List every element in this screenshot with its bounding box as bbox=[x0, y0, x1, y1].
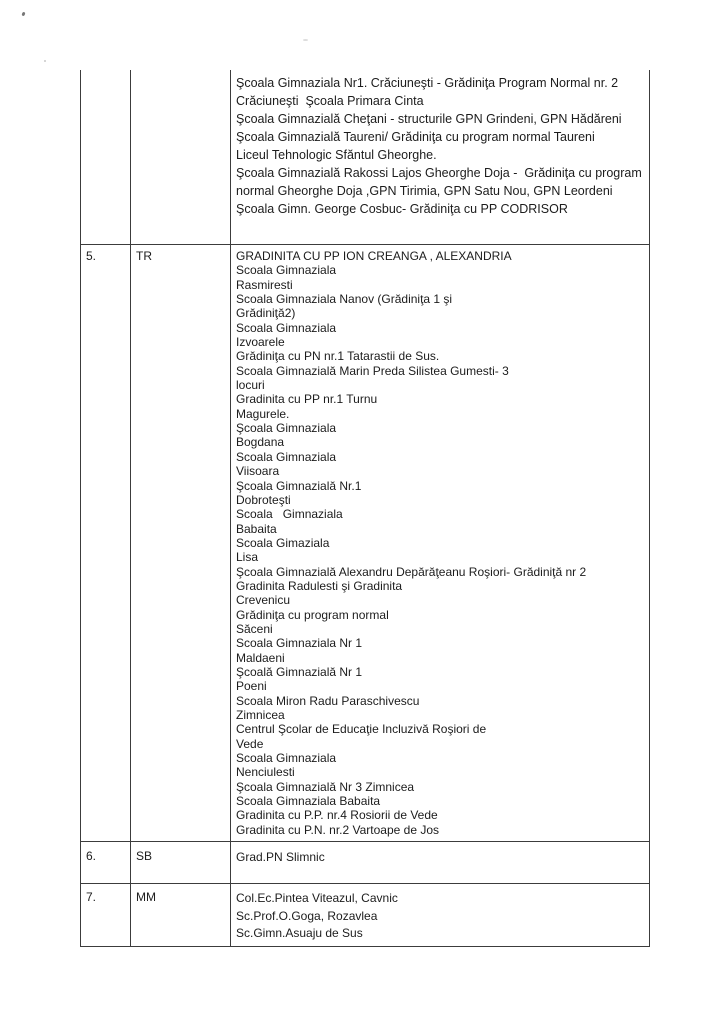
school-entry: Sc.Gimn.Asuaju de Sus bbox=[236, 926, 363, 941]
school-entry: Grad.PN Slimnic bbox=[236, 850, 325, 865]
school-entry: Maldaeni bbox=[236, 650, 285, 665]
school-entry: Babaita bbox=[236, 521, 277, 536]
school-entry: Şcoală Gimnazială Nr 1 bbox=[236, 664, 363, 679]
scan-artifact bbox=[44, 60, 46, 62]
schools-table bbox=[80, 70, 650, 947]
school-entry: Şcoala Gimnazială Nr.1 bbox=[236, 478, 362, 493]
scan-artifact bbox=[21, 12, 25, 17]
school-entry: Scoala Gimnaziala bbox=[236, 507, 343, 522]
school-entry: Şcoala Gimnaziala Nr1. Crăciuneşti - Grădiniţa Program Normal nr. 2 bbox=[236, 76, 619, 90]
school-entry: Şcoala Gimnazială Cheţani - structurile GPN Grindeni, GPN Hădăreni bbox=[236, 112, 622, 126]
school-entry: Grădiniţa cu PN nr.1 Tatarastii de Sus. bbox=[236, 349, 440, 364]
school-entry: Crăciuneşti Şcoala Primara Cinta bbox=[236, 94, 424, 108]
school-entry: Viisoara bbox=[236, 464, 280, 479]
scan-artifact bbox=[303, 39, 308, 41]
school-entry: Şcoala Gimnazială Rakossi Lajos Gheorghe Doja - Grădiniţa cu program bbox=[236, 166, 642, 180]
school-entry: Izvoarele bbox=[236, 335, 285, 350]
school-entry: Crevenicu bbox=[236, 593, 291, 608]
table-row bbox=[81, 70, 649, 245]
schools-list-cell bbox=[231, 884, 649, 946]
school-entry: Scoala Gimnaziala bbox=[236, 263, 337, 278]
school-entry: Lisa bbox=[236, 550, 259, 565]
school-entry: Scoala Gimnaziala Nr 1 bbox=[236, 636, 363, 651]
school-entry: Scoala Gimaziala bbox=[236, 535, 330, 550]
school-entry: Sc.Prof.O.Goga, Rozavlea bbox=[236, 908, 378, 923]
school-entry: Scoala Gimnaziala bbox=[236, 751, 337, 766]
county-code-cell bbox=[131, 70, 231, 244]
school-entry: Şcoala Gimnazială Nr 3 Zimnicea bbox=[236, 779, 415, 794]
school-entry: Gradinita cu P.N. nr.2 Vartoape de Jos bbox=[236, 822, 440, 837]
school-entry: Poeni bbox=[236, 679, 267, 694]
school-entry: Şcoala Gimnaziala bbox=[236, 421, 337, 436]
school-entry: Liceul Tehnologic Sfăntul Gheorghe. bbox=[236, 148, 437, 162]
table-row bbox=[81, 884, 649, 947]
school-entry: Şcoala Gimn. George Cosbuc- Grădiniţa cu PP CODRISOR bbox=[236, 202, 568, 216]
school-entry: Gradinita cu P.P. nr.4 Rosiorii de Vede bbox=[236, 808, 438, 823]
schools-list-cell bbox=[231, 842, 649, 883]
school-entry: Vede bbox=[236, 736, 264, 751]
school-entry: Scoala Gimnaziala bbox=[236, 320, 337, 335]
table-row bbox=[81, 245, 649, 842]
row-number-cell: 7. bbox=[81, 884, 131, 946]
county-code-cell: MM bbox=[131, 884, 231, 946]
school-entry: locuri bbox=[236, 378, 265, 393]
county-code-cell: TR bbox=[131, 245, 231, 841]
school-entry: Centrul Şcolar de Educaţie Incluzivă Roşiori de bbox=[236, 722, 487, 737]
school-entry: Scoala Gimnaziala bbox=[236, 449, 337, 464]
school-entry: Dobroteşti bbox=[236, 492, 291, 507]
table-row bbox=[81, 842, 649, 884]
school-entry: Magurele. bbox=[236, 406, 290, 421]
row-number-cell: 6. bbox=[81, 842, 131, 883]
school-entry: GRADINITA CU PP ION CREANGA , ALEXANDRIA bbox=[236, 249, 512, 263]
school-entry: Rasmiresti bbox=[236, 277, 293, 292]
school-entry: Şcoala Gimnazială Alexandru Depărăţeanu Roşiori- Grădiniţă nr 2 bbox=[236, 564, 587, 579]
school-entry: Scoala Gimnazială Marin Preda Silistea Gumesti- 3 bbox=[236, 363, 509, 378]
school-entry: Şcoala Gimnazială Taureni/ Grădiniţa cu program normal Taureni bbox=[236, 130, 595, 144]
schools-list-cell bbox=[231, 245, 649, 841]
county-code-cell: SB bbox=[131, 842, 231, 883]
school-entry: Grădiniţa cu program normal bbox=[236, 607, 389, 622]
school-entry: Nenciulesti bbox=[236, 765, 295, 780]
school-entry: Scoala Gimnaziala Nanov (Grădiniţa 1 şi bbox=[236, 292, 453, 307]
school-entry: Scoala Miron Radu Paraschivescu bbox=[236, 693, 420, 708]
school-entry: Grădiniţă2) bbox=[236, 306, 296, 321]
row-number-cell: 5. bbox=[81, 245, 131, 841]
school-entry: Gradinita cu PP nr.1 Turnu bbox=[236, 392, 378, 407]
school-entry: normal Gheorghe Doja ,GPN Tirimia, GPN Satu Nou, GPN Leordeni bbox=[236, 184, 613, 198]
school-entry: Col.Ec.Pintea Viteazul, Cavnic bbox=[236, 891, 398, 906]
school-entry: Gradinita Radulesti şi Gradinita bbox=[236, 578, 403, 593]
schools-list-cell bbox=[231, 70, 649, 244]
school-entry: Zimnicea bbox=[236, 708, 285, 722]
school-entry: Bogdana bbox=[236, 435, 285, 450]
school-entry: Scoala Gimnaziala Babaita bbox=[236, 794, 381, 809]
school-entry: Săceni bbox=[236, 621, 273, 636]
row-number-cell bbox=[81, 70, 131, 244]
